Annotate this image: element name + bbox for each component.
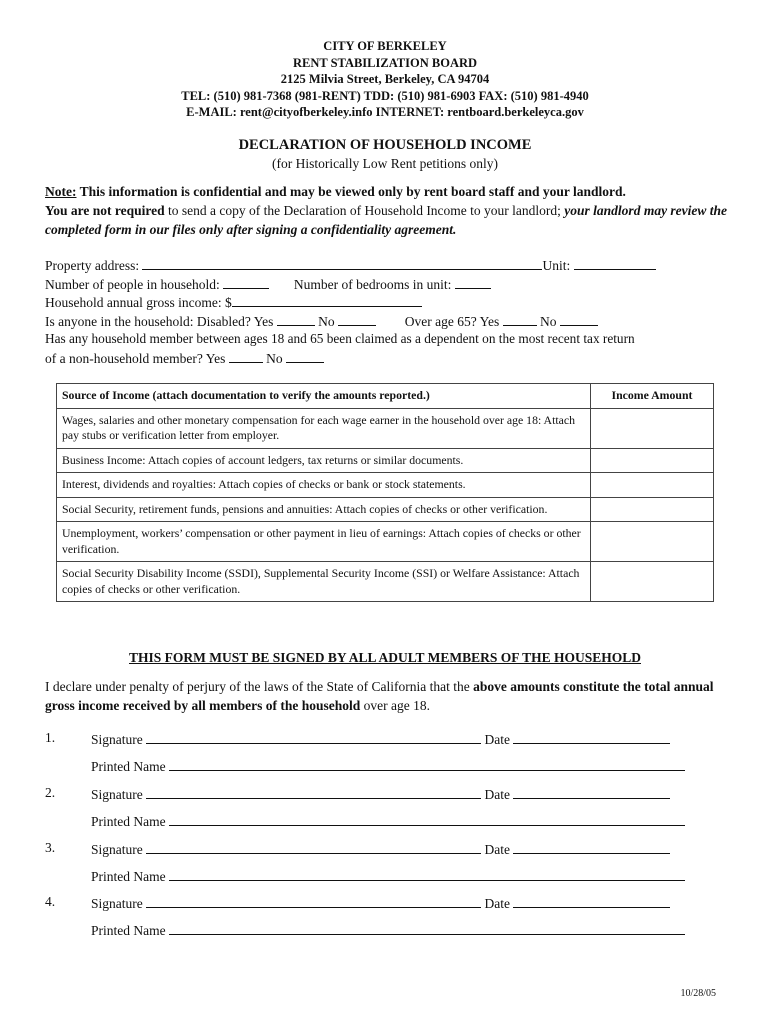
property-address-label: Property address: bbox=[45, 258, 140, 273]
date-line[interactable] bbox=[513, 785, 670, 799]
property-address-field[interactable] bbox=[142, 256, 542, 270]
printed-name-line[interactable] bbox=[169, 921, 685, 935]
printed-name-row bbox=[91, 921, 685, 939]
business-amount-cell[interactable] bbox=[591, 448, 714, 473]
printed-name-line[interactable] bbox=[169, 812, 685, 826]
interest-amount-cell[interactable] bbox=[591, 473, 714, 498]
over65-label: Over age 65? Yes bbox=[404, 313, 500, 329]
printed-name-line[interactable] bbox=[169, 757, 685, 771]
unit-label: Unit: bbox=[542, 258, 571, 273]
declaration-bold: above amounts constitute the total annual gross income received by all members of the household bbox=[45, 679, 714, 713]
dependent-no-field[interactable] bbox=[286, 349, 324, 363]
unit-field[interactable] bbox=[574, 256, 656, 270]
agency-header bbox=[0, 38, 770, 121]
printed-name-row bbox=[91, 757, 685, 775]
table-header-row bbox=[57, 384, 714, 409]
form-subtitle: (for Historically Low Rent petitions only) bbox=[271, 156, 499, 171]
income-label: Household annual gross income: $ bbox=[45, 295, 232, 310]
declaration-end: over age 18. bbox=[360, 698, 430, 713]
date-label: Date bbox=[484, 842, 510, 857]
date-line[interactable] bbox=[513, 730, 670, 744]
income-field[interactable] bbox=[232, 293, 422, 307]
household-fields bbox=[45, 256, 735, 367]
signature-line[interactable] bbox=[146, 730, 481, 744]
printed-name-label: Printed Name bbox=[91, 869, 166, 884]
date-label: Date bbox=[484, 732, 510, 747]
people-field[interactable] bbox=[223, 275, 269, 289]
date-line[interactable] bbox=[513, 840, 670, 854]
must-sign-heading: THIS FORM MUST BE SIGNED BY ALL ADULT MEMBERS OF THE HOUSEHOLD bbox=[129, 650, 641, 665]
header-email-web: E-MAIL: rent@cityofberkeley.info INTERNET: rentboard.berkeleyca.gov bbox=[186, 105, 584, 119]
date-line[interactable] bbox=[513, 894, 670, 908]
bedrooms-label: Number of bedrooms in unit: bbox=[293, 276, 452, 292]
income-table bbox=[56, 383, 714, 602]
source-header: Source of Income (attach documentation to verify the amounts reported.) bbox=[57, 384, 591, 409]
dependent-yes-field[interactable] bbox=[229, 349, 263, 363]
income-source-disability: Social Security Disability Income (SSDI), Supplemental Security Income (SSI) or Welfare Assistance: Attach copies of checks or other verification. bbox=[57, 562, 591, 602]
signer-number: 3. bbox=[45, 840, 56, 855]
income-source-interest: Interest, dividends and royalties: Attach copies of checks or bank or stock statements. bbox=[57, 473, 591, 498]
note-rest: to send a copy of the Declaration of Household Income to your landlord; bbox=[164, 203, 565, 218]
signature-line[interactable] bbox=[146, 894, 481, 908]
income-source-social-security: Social Security, retirement funds, pensions and annuities: Attach copies of checks or other verification. bbox=[57, 497, 591, 522]
date-label: Date bbox=[484, 787, 510, 802]
printed-name-row bbox=[91, 867, 685, 885]
dependent-no-label: No bbox=[266, 350, 283, 366]
people-label: Number of people in household: bbox=[45, 276, 220, 292]
signature-row bbox=[91, 894, 670, 912]
declaration-start: I declare under penalty of perjury of the laws of the State of California that the bbox=[45, 679, 474, 694]
over65-yes-field[interactable] bbox=[503, 312, 537, 326]
note-not-required: You are not required bbox=[45, 203, 165, 218]
disabled-no-label: No bbox=[318, 313, 335, 329]
printed-name-row bbox=[91, 812, 685, 830]
printed-name-line[interactable] bbox=[169, 867, 685, 881]
table-row bbox=[57, 473, 714, 498]
over65-no-label: No bbox=[539, 313, 557, 329]
signature-label: Signature bbox=[91, 787, 143, 802]
signature-label: Signature bbox=[91, 842, 143, 857]
signature-row bbox=[91, 730, 670, 748]
confidentiality-note bbox=[45, 182, 735, 239]
declaration-text bbox=[45, 677, 735, 715]
signature-row bbox=[91, 785, 670, 803]
note-landlord-review: your landlord may review the completed form in our files only after signing a confidentiality agreement. bbox=[45, 203, 728, 237]
date-label: Date bbox=[484, 896, 510, 911]
signer-number: 4. bbox=[45, 894, 56, 909]
table-row bbox=[57, 497, 714, 522]
wages-amount-cell[interactable] bbox=[591, 408, 714, 448]
header-phones: TEL: (510) 981-7368 (981-RENT) TDD: (510) 981-6903 FAX: (510) 981-4940 bbox=[181, 88, 589, 103]
signature-line[interactable] bbox=[146, 785, 481, 799]
signature-label: Signature bbox=[91, 732, 143, 747]
signature-label: Signature bbox=[91, 896, 143, 911]
disabled-yes-field[interactable] bbox=[277, 312, 315, 326]
signer-number: 2. bbox=[45, 785, 56, 800]
amount-header: Income Amount bbox=[591, 384, 714, 409]
income-source-wages: Wages, salaries and other monetary compensation for each wage earner in the household over age 18: Attach pay stubs or verification letter from employer. bbox=[57, 408, 591, 448]
table-row bbox=[57, 448, 714, 473]
income-source-business: Business Income: Attach copies of account ledgers, tax returns or similar documents. bbox=[57, 448, 591, 473]
header-board: RENT STABILIZATION BOARD bbox=[292, 55, 478, 70]
header-address: 2125 Milvia Street, Berkeley, CA 94704 bbox=[280, 72, 490, 86]
social-security-amount-cell[interactable] bbox=[591, 497, 714, 522]
note-bold-text: This information is confidential and may be viewed only by rent board staff and your landlord. bbox=[76, 184, 626, 199]
signature-line[interactable] bbox=[146, 840, 481, 854]
table-row bbox=[57, 522, 714, 562]
form-title: DECLARATION OF HOUSEHOLD INCOME bbox=[238, 137, 532, 153]
disabled-no-field[interactable] bbox=[338, 312, 376, 326]
disabled-label: Is anyone in the household: Disabled? Yes bbox=[45, 313, 274, 329]
table-row bbox=[57, 408, 714, 448]
revision-date: 10/28/05 bbox=[680, 988, 716, 999]
printed-name-label: Printed Name bbox=[91, 923, 166, 938]
dependent-question: Has any household member between ages 18 and 65 been claimed as a dependent on the most recent tax return bbox=[45, 331, 635, 346]
over65-no-field[interactable] bbox=[560, 312, 598, 326]
signer-number: 1. bbox=[45, 730, 56, 745]
signature-row bbox=[91, 840, 670, 858]
disability-amount-cell[interactable] bbox=[591, 562, 714, 602]
income-source-unemployment: Unemployment, workers’ compensation or other payment in lieu of earnings: Attach copies of checks or other verification. bbox=[57, 522, 591, 562]
bedrooms-field[interactable] bbox=[455, 275, 491, 289]
printed-name-label: Printed Name bbox=[91, 759, 166, 774]
dependent-yes-label: of a non-household member? Yes bbox=[45, 350, 226, 366]
printed-name-label: Printed Name bbox=[91, 814, 166, 829]
header-city: CITY OF BERKELEY bbox=[323, 39, 447, 53]
note-label: Note: bbox=[45, 184, 77, 199]
unemployment-amount-cell[interactable] bbox=[591, 522, 714, 562]
table-row bbox=[57, 562, 714, 602]
